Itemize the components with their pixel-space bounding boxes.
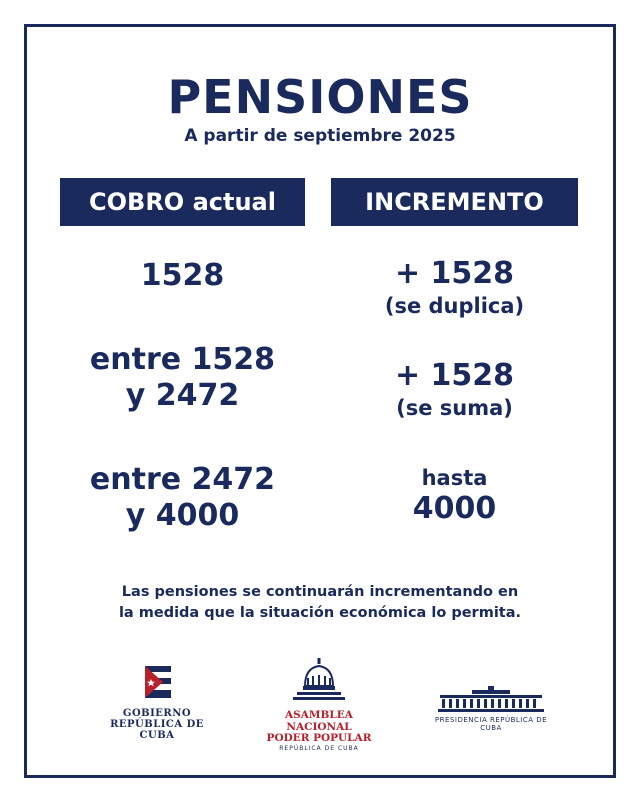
page-title: PENSIONES (167, 70, 473, 124)
row-3-cobro (60, 462, 305, 534)
row-3-incremento (331, 466, 578, 527)
row-2-cobro-line1: entre 1528 (89, 342, 276, 377)
capitol-dome-icon (289, 656, 349, 706)
gobierno-line1: GOBIERNO (122, 708, 192, 719)
gobierno-line2: REPÚBLICA DE CUBA (110, 719, 204, 741)
row-2-incremento-note: (se suma) (396, 396, 513, 420)
row-3-cobro-line1: entre 2472 (89, 462, 276, 497)
row-1-incremento (331, 256, 578, 319)
row-2-cobro-line2: y 2472 (125, 378, 240, 413)
row-1-cobro (60, 258, 305, 294)
logo-gobierno (92, 660, 222, 741)
logo-presidencia (426, 686, 556, 732)
row-1-cobro-line1: 1528 (140, 258, 225, 293)
row-3-incremento-label: hasta (421, 466, 488, 490)
footer-line-1: Las pensiones se continuarán incrementando en (121, 584, 519, 600)
presidencia-line1: PRESIDENCIA REPÚBLICA DE CUBA (434, 716, 548, 732)
row-2-incremento-value: + 1528 (394, 358, 515, 393)
logo-asamblea-nacional (258, 656, 380, 752)
asamblea-line1: ASAMBLEA NACIONAL (285, 709, 353, 733)
row-1-incremento-value: + 1528 (394, 256, 515, 291)
asamblea-line2: PODER POPULAR (266, 732, 372, 745)
header-cobro-actual: COBRO actual (60, 178, 305, 226)
row-1-incremento-note: (se duplica) (384, 294, 525, 318)
footer-line-2: la medida que la situación económica lo permita. (118, 605, 522, 622)
page-subtitle: A partir de septiembre 2025 (184, 126, 456, 146)
row-3-incremento-value: 4000 (412, 491, 497, 527)
header-incremento: INCREMENTO (331, 178, 578, 226)
footer-note (0, 582, 640, 624)
cuban-flag-icon (137, 660, 177, 704)
row-2-cobro (60, 342, 305, 414)
row-3-cobro-line2: y 4000 (125, 498, 240, 533)
palace-icon (436, 686, 546, 712)
row-2-incremento (331, 358, 578, 421)
asamblea-line3: REPÚBLICA DE CUBA (279, 744, 359, 752)
